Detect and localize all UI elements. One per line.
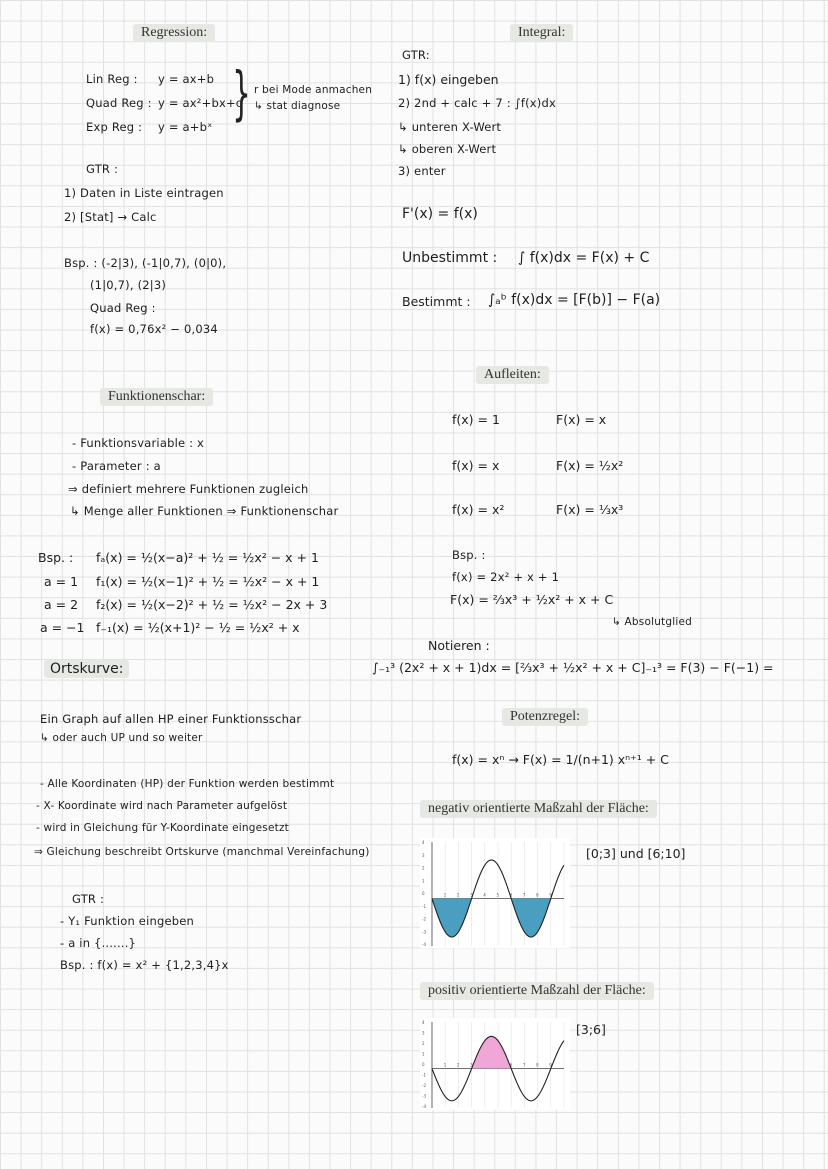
integral-derivative: F'(x) = f(x): [402, 206, 478, 222]
funktionenschar-example-label: Bsp. :: [38, 550, 74, 565]
ortskurve-gtr-line-1: - Y₁ Funktion eingeben: [60, 914, 194, 928]
y-tick-label: -4: [422, 942, 426, 947]
funktionenschar-param-1: a = 1: [44, 574, 79, 589]
y-tick-label: 0: [422, 891, 425, 896]
funktionenschar-example-general: fₐ(x) = ½(x−a)² + ½ = ½x² − x + 1: [96, 550, 319, 565]
y-tick-label: 2: [422, 1041, 425, 1046]
integral-bestimmt-formula: ∫ₐᵇ f(x)dx = [F(b)] − F(a): [488, 292, 661, 308]
y-tick-label: -2: [422, 1083, 426, 1088]
x-tick-label: 5: [496, 892, 500, 898]
funktionenschar-item-4: ↳ Menge aller Funktionen ⇒ Funktionenschar: [70, 504, 339, 518]
aufleiten-notieren: Notieren :: [428, 638, 490, 653]
integral-step-5: 3) enter: [398, 164, 446, 178]
y-tick-label: -4: [422, 1104, 426, 1109]
expreg-formula: y = a+bˣ: [158, 120, 213, 134]
funktionenschar-item-1: - Funktionsvariable : x: [72, 436, 205, 450]
linreg-label: Lin Reg :: [86, 72, 138, 86]
x-tick-label: 8: [536, 1062, 539, 1068]
aufleiten-heading: Aufleiten:: [476, 366, 549, 384]
x-tick-label: 9: [549, 1062, 552, 1068]
integral-step-1: 1) f(x) eingeben: [398, 72, 499, 87]
regression-gtr-step-1: 1) Daten in Liste eintragen: [64, 186, 224, 200]
negative-area-intervals: [0;3] und [6;10]: [586, 846, 686, 861]
funktionenschar-example-2: f₂(x) = ½(x−2)² + ½ = ½x² − 2x + 3: [96, 597, 328, 612]
ortskurve-line-2: ↳ oder auch UP und so weiter: [40, 732, 203, 744]
funktionenschar-item-3: ⇒ definiert mehrere Funktionen zugleich: [68, 482, 309, 496]
integral-step-4: ↳ oberen X-Wert: [398, 142, 497, 156]
y-tick-label: 0: [422, 1062, 425, 1067]
x-tick-label: 1: [443, 892, 447, 898]
x-tick-label: 2: [456, 892, 460, 898]
aufleiten-example-label: Bsp. :: [452, 548, 486, 562]
y-tick-label: 1: [422, 878, 425, 884]
regression-note-2: ↳ stat diagnose: [254, 100, 341, 112]
x-tick-label: 9: [549, 892, 552, 898]
positive-area-intervals: [3;6]: [576, 1022, 606, 1037]
funktionenschar-param-2: a = 2: [44, 597, 79, 612]
x-tick-label: 7: [522, 1062, 526, 1068]
x-tick-label: 6: [509, 892, 513, 898]
aufleiten-example-F: F(x) = ⅔x³ + ½x² + x + C: [450, 592, 614, 607]
aufleiten-absolutglied: ↳ Absolutglied: [612, 616, 692, 628]
ortskurve-bullet-2: - X- Koordinate wird nach Parameter aufgelöst: [36, 800, 288, 812]
quadreg-formula: y = ax²+bx+c: [158, 96, 243, 110]
aufleiten-example-f: f(x) = 2x² + x + 1: [452, 570, 560, 584]
ortskurve-bullet-3: - wird in Gleichung für Y-Koordinate eingesetzt: [36, 822, 289, 834]
x-tick-label: 4: [483, 892, 486, 898]
x-tick-label: 6: [509, 1062, 513, 1068]
funktionenschar-param-3: a = −1: [40, 620, 85, 635]
aufleiten-F-3: F(x) = ⅓x³: [556, 502, 624, 517]
integral-gtr-title: GTR:: [402, 48, 430, 62]
integral-step-2: 2) 2nd + calc + 7 : ∫f(x)dx: [398, 96, 556, 110]
regression-note-1: r bei Mode anmachen: [254, 84, 373, 96]
potenzregel-heading: Potenzregel:: [502, 708, 588, 726]
ortskurve-line-1: Ein Graph auf allen HP einer Funktionsschar: [40, 712, 302, 726]
regression-brace: }: [232, 59, 251, 127]
y-tick-label: 2: [422, 865, 425, 871]
x-tick-label: 8: [536, 892, 539, 898]
y-tick-label: 4: [422, 1020, 425, 1025]
aufleiten-F-2: F(x) = ½x²: [556, 458, 624, 473]
expreg-label: Exp Reg :: [86, 120, 143, 134]
aufleiten-f-3: f(x) = x²: [452, 502, 505, 517]
funktionenschar-example-3: f₋₁(x) = ½(x+1)² − ½ = ½x² + x: [96, 620, 300, 635]
ortskurve-bullet-4: ⇒ Gleichung beschreibt Ortskurve (manchmal Vereinfachung): [34, 846, 370, 858]
x-tick-label: 7: [522, 892, 526, 898]
linreg-formula: y = ax+b: [158, 72, 215, 86]
quadreg-label: Quad Reg :: [86, 96, 152, 110]
integral-step-3: ↳ unteren X-Wert: [398, 120, 502, 134]
integral-bestimmt-label: Bestimmt :: [402, 294, 471, 309]
regression-gtr-step-2: 2) [Stat] → Calc: [64, 210, 157, 224]
aufleiten-f-2: f(x) = x: [452, 458, 500, 473]
integral-unbestimmt-label: Unbestimmt :: [402, 250, 498, 266]
ortskurve-gtr-line-3: Bsp. : f(x) = x² + {1,2,3,4}x: [60, 958, 229, 972]
y-tick-label: -3: [422, 929, 426, 935]
regression-gtr-title: GTR :: [86, 162, 119, 176]
y-tick-label: -2: [422, 916, 426, 922]
regression-example-2: (1|0,7), (2|3): [90, 278, 167, 292]
x-tick-label: 1: [443, 1062, 447, 1068]
regression-example-3: Quad Reg :: [90, 301, 156, 315]
x-tick-label: 2: [456, 1062, 460, 1068]
negative-area-graph: [420, 838, 570, 948]
y-tick-label: 3: [422, 1030, 425, 1036]
y-tick-label: 1: [422, 1051, 425, 1057]
funktionenschar-heading: Funktionenschar:: [100, 388, 213, 406]
x-tick-label: 3: [470, 892, 473, 898]
ortskurve-gtr-title: GTR :: [72, 892, 105, 906]
ortskurve-heading: Ortskurve:: [44, 660, 129, 678]
regression-example-4: f(x) = 0,76x² − 0,034: [90, 322, 218, 336]
y-tick-label: -1: [422, 903, 426, 909]
aufleiten-notieren-formula: ∫₋₁³ (2x² + x + 1)dx = [⅔x³ + ½x² + x + C]₋₁³ = F(3) − F(−1) =: [372, 660, 774, 675]
potenzregel-formula: f(x) = xⁿ → F(x) = 1/(n+1) xⁿ⁺¹ + C: [452, 752, 669, 767]
aufleiten-f-1: f(x) = 1: [452, 412, 500, 427]
y-tick-label: -1: [422, 1072, 426, 1078]
positive-area-heading: positiv orientierte Maßzahl der Fläche:: [420, 982, 654, 1000]
regression-heading: Regression:: [133, 24, 215, 42]
x-tick-label: 3: [470, 1062, 473, 1068]
positive-area-graph: [420, 1018, 570, 1110]
ortskurve-gtr-line-2: - a in {.......}: [60, 936, 137, 950]
y-tick-label: 3: [422, 852, 425, 858]
aufleiten-F-1: F(x) = x: [556, 412, 607, 427]
regression-example-1: Bsp. : (-2|3), (-1|0,7), (0|0),: [64, 256, 227, 270]
integral-unbestimmt-formula: ∫ f(x)dx = F(x) + C: [518, 250, 650, 266]
integral-heading: Integral:: [510, 24, 573, 42]
ortskurve-bullet-1: - Alle Koordinaten (HP) der Funktion werden bestimmt: [40, 778, 335, 790]
y-tick-label: 4: [422, 840, 425, 845]
y-tick-label: -3: [422, 1093, 426, 1099]
funktionenschar-example-1: f₁(x) = ½(x−1)² + ½ = ½x² − x + 1: [96, 574, 320, 589]
graph-background: [420, 838, 570, 948]
funktionenschar-item-2: - Parameter : a: [72, 459, 161, 473]
negative-area-heading: negativ orientierte Maßzahl der Fläche:: [420, 800, 657, 818]
